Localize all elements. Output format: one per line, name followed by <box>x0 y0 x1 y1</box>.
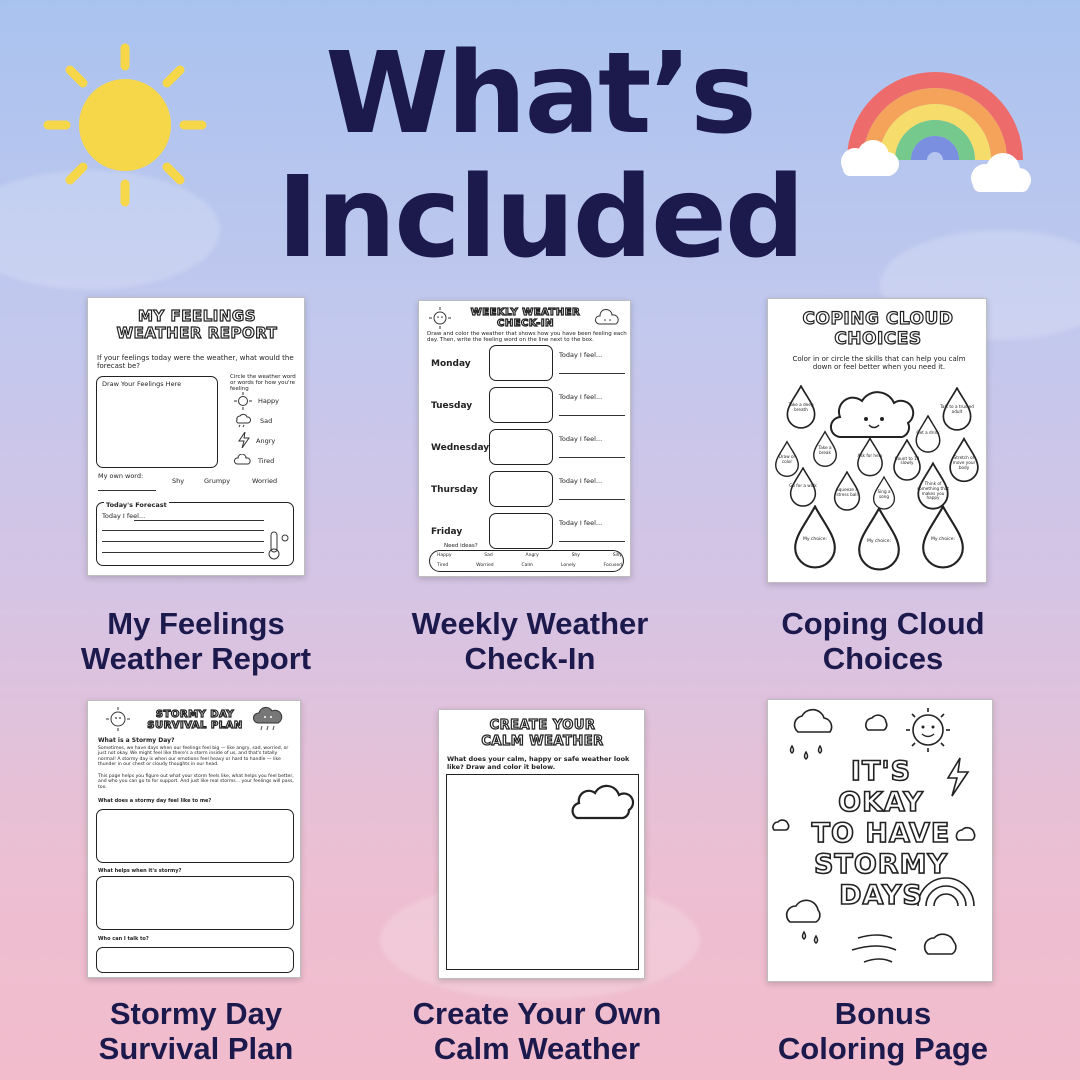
question-label: Who can I talk to? <box>98 936 149 942</box>
sheet-title-line: CHOICES <box>834 329 922 349</box>
cloud-icon <box>567 778 639 826</box>
preview-create-your-calm-weather <box>438 709 645 979</box>
preview-bonus-coloring-page <box>767 699 993 982</box>
idea-word: Worried <box>476 563 494 568</box>
caption-line: Weekly Weather <box>411 606 649 641</box>
coping-skill: Take a break <box>818 444 832 455</box>
caption-line: Survival Plan <box>98 1031 294 1066</box>
coping-skill: Ask for help <box>857 452 883 458</box>
day-prompt: Today I feel... <box>559 519 603 527</box>
caption-line: Weather Report <box>80 641 312 676</box>
forecast-start: Today I feel... <box>102 512 146 520</box>
page-title <box>0 29 1080 286</box>
sun-icon <box>234 392 252 410</box>
caption-stormy-day-survival-plan <box>46 996 346 1066</box>
sheet-title-line: MY FEELINGS <box>137 307 257 325</box>
sheet-title-line: WEEKLY WEATHER <box>470 307 581 318</box>
caption-line: Stormy Day <box>109 996 283 1031</box>
draw-label: Draw Your Feelings Here <box>102 380 182 388</box>
sheet-title-line: CALM WEATHER <box>481 734 604 749</box>
idea-word: Happy <box>437 553 452 558</box>
idea-word: Sad <box>484 553 493 558</box>
sheet-title-line: CHECK-IN <box>497 318 554 329</box>
day-drawing-box <box>489 513 553 549</box>
circle-hint: Circle the weather word or words for how you're feeling <box>230 374 296 392</box>
caption-line: Check-In <box>464 641 596 676</box>
caption-line: Coping Cloud <box>781 606 985 641</box>
caption-bonus-coloring-page <box>733 996 1033 1066</box>
draw-box <box>96 376 218 468</box>
sheet-title-line: SURVIVAL PLAN <box>147 720 243 731</box>
caption-line: My Feelings <box>107 606 285 641</box>
caption-line: Bonus <box>834 996 932 1031</box>
sheet-title-line: COPING CLOUD <box>802 309 954 329</box>
thermometer-icon <box>266 530 290 560</box>
title-line-1: What’s <box>325 29 755 159</box>
coping-skill: Talk to a trusted adult <box>940 404 974 415</box>
coloring-word: OKAY <box>838 787 924 818</box>
ideas-label: Need ideas? <box>444 543 478 549</box>
coping-skill: Squeeze a stress ball <box>836 486 858 497</box>
caption-weekly-weather-check-in <box>380 606 680 676</box>
day-label: Friday <box>431 527 463 537</box>
choice-label: My choice: <box>930 537 956 542</box>
idea-word: Lonely <box>560 563 576 568</box>
feeling-word: Sad <box>260 417 273 425</box>
cloud-icon <box>233 454 253 466</box>
feeling-word: Angry <box>256 437 276 445</box>
coping-skill: Draw or color <box>778 454 796 465</box>
day-label: Tuesday <box>431 401 473 411</box>
answer-box <box>96 876 294 930</box>
choice-label: My choice: <box>866 539 892 544</box>
sheet-title-line: STORMY DAY <box>155 709 235 720</box>
coloring-word: DAYS <box>839 880 923 911</box>
day-label: Wednesday <box>431 443 490 453</box>
day-prompt: Today I feel... <box>559 351 603 359</box>
coloring-word: IT'S <box>850 756 912 787</box>
cloud-face-icon <box>593 309 623 327</box>
caption-line: Choices <box>822 641 944 676</box>
day-drawing-box <box>489 387 553 423</box>
section-subhead: What is a Stormy Day? <box>98 737 175 744</box>
question-label: What does a stormy day feel like to me? <box>98 798 212 804</box>
day-label: Monday <box>431 359 471 369</box>
day-label: Thursday <box>431 485 478 495</box>
caption-line: Calm Weather <box>433 1031 641 1066</box>
sheet-title-line: CREATE YOUR <box>489 718 596 733</box>
coloring-word: TO HAVE <box>811 818 951 849</box>
idea-word: Tired <box>437 563 449 568</box>
sheet-paragraph: Sometimes, we have days when our feelings feel big — like angry, sad, worried, or just not okay. We might feel like there's a storm inside of us, and that's totally normal! A stormy day is when our emotions feel heavy or hard to handle — like thunder in our chest or cloudy thoughts in our head. <box>98 746 289 768</box>
day-drawing-box <box>489 471 553 507</box>
feeling-word: Worried <box>252 477 278 485</box>
sheet-instructions: Color in or circle the skills that can help you calm down or feel better when you need it. <box>792 355 966 371</box>
smiling-cloud-icon <box>828 385 920 443</box>
idea-word: Calm <box>521 563 534 568</box>
answer-box <box>96 947 294 973</box>
preview-coping-cloud-choices <box>767 298 987 583</box>
sheet-instructions: Draw and color the weather that shows how you have been feeling each day. Then, write the feeling word on the line next to the box. <box>427 331 627 343</box>
preview-stormy-day-survival-plan <box>87 700 301 978</box>
preview-weekly-weather-check-in <box>418 300 631 577</box>
coping-skill: Take a deep breath <box>788 402 814 413</box>
question-label: What helps when it's stormy? <box>98 868 182 874</box>
rain-cloud-icon <box>234 412 252 428</box>
title-line-2: Included <box>276 153 804 283</box>
feeling-word: Shy <box>172 477 185 485</box>
coping-skill: Sing a song <box>877 489 891 499</box>
day-drawing-box <box>489 429 553 465</box>
lightning-icon <box>238 432 250 448</box>
storm-cloud-icon <box>252 705 284 733</box>
coping-skill: Think of something that makes you happy <box>916 481 949 501</box>
day-drawing-box <box>489 345 553 381</box>
choice-label: My choice: <box>802 537 828 542</box>
sheet-prompt: If your feelings today were the weather, what would the forecast be? <box>97 354 294 370</box>
coloring-word: STORMY <box>813 849 949 880</box>
feeling-word: Happy <box>258 397 279 405</box>
feeling-word: Grumpy <box>204 477 231 485</box>
answer-box <box>96 809 294 863</box>
forecast-label: Today's Forecast <box>106 501 167 509</box>
caption-coping-cloud-choices <box>733 606 1033 676</box>
feeling-word: Tired <box>258 457 275 465</box>
coping-skill: Get a drink <box>916 429 940 435</box>
own-word-label: My own word: <box>98 472 144 480</box>
day-prompt: Today I feel... <box>559 477 603 485</box>
caption-create-your-own-calm-weather <box>387 996 687 1066</box>
idea-word: Focused <box>603 563 622 568</box>
caption-line: Coloring Page <box>777 1031 989 1066</box>
idea-word: Angry <box>525 553 539 558</box>
sheet-paragraph: This page helps you figure out what your storm feels like, what helps you feel better, and who you can go to for support. And just like real storms... your feelings will pass, too. <box>98 774 294 790</box>
sheet-title-line: WEATHER REPORT <box>116 324 278 342</box>
idea-word: Shy <box>571 553 580 558</box>
day-prompt: Today I feel... <box>559 435 603 443</box>
coping-skill: Go for a walk <box>789 482 817 488</box>
coping-skill: Stretch or move your body <box>952 455 976 470</box>
coping-skill: Count to 10 slowly <box>894 455 920 466</box>
sheet-prompt: What does your calm, happy or safe weather look like? Draw and color it below. <box>447 755 630 771</box>
caption-my-feelings-weather-report <box>46 606 346 676</box>
preview-my-feelings-weather-report <box>87 297 305 576</box>
day-prompt: Today I feel... <box>559 393 603 401</box>
idea-word: Silly <box>612 553 622 558</box>
caption-line: Create Your Own <box>412 996 662 1031</box>
